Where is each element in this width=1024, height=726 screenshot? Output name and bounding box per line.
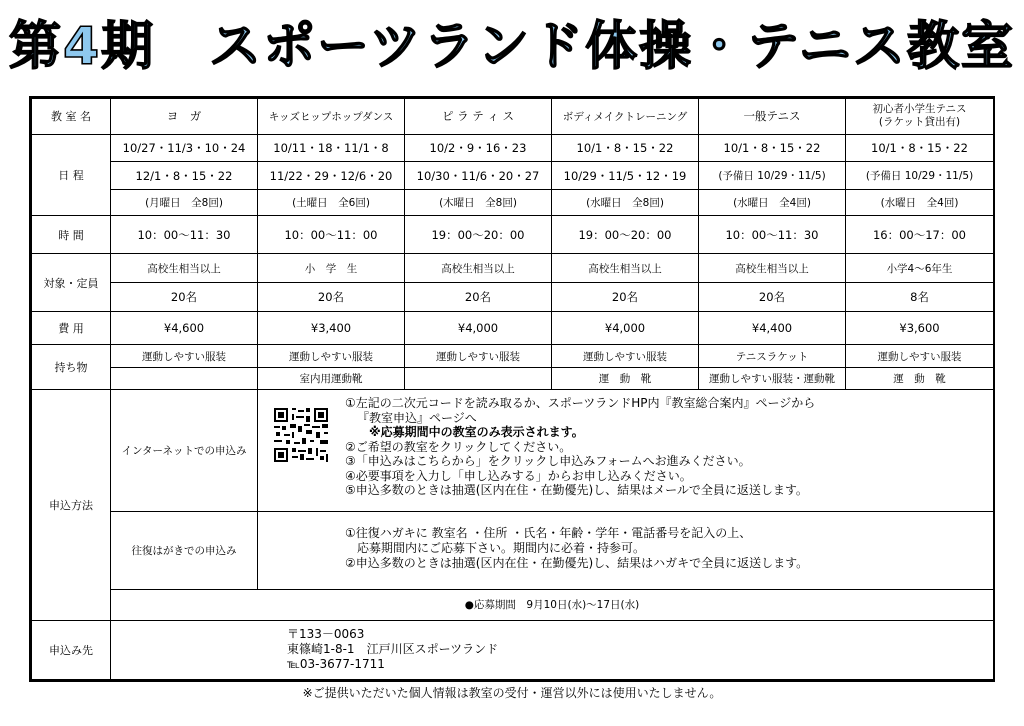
dates1-bodymake: 10/1・8・15・22 bbox=[552, 134, 699, 162]
dates1-hiphop: 10/11・18・11/1・8 bbox=[258, 134, 405, 162]
header-target: 対象・定員 bbox=[32, 254, 111, 311]
target-kids-tennis: 小学4～6年生 bbox=[846, 254, 994, 283]
days-kids-tennis: (水曜日 全4回) bbox=[846, 190, 994, 216]
postcard-step-1: ①往復ハガキに 教室名 ・住所 ・氏名・年齢・学年・電話番号を記入の上、 bbox=[345, 526, 752, 541]
items1-bodymake: 運動しやすい服装 bbox=[552, 345, 699, 368]
postcard-label: 往復はがきでの申込み bbox=[111, 512, 258, 590]
target-hiphop: 小 学 生 bbox=[258, 254, 405, 283]
header-apply-method: 申込方法 bbox=[32, 390, 111, 620]
header-schedule: 日 程 bbox=[32, 134, 111, 215]
dates1-tennis: 10/1・8・15・22 bbox=[699, 134, 846, 162]
dates2-hiphop: 11/22・29・12/6・20 bbox=[258, 162, 405, 190]
items1-tennis: テニスラケット bbox=[699, 345, 846, 368]
fee-bodymake: ¥4,000 bbox=[552, 311, 699, 345]
days-pilates: (木曜日 全8回) bbox=[405, 190, 552, 216]
target-bodymake: 高校生相当以上 bbox=[552, 254, 699, 283]
class-name-tennis: 一般テニス bbox=[699, 99, 846, 135]
internet-note: ※応募期間中の教室のみ表示されます。 bbox=[369, 425, 584, 440]
postal-code: 〒133－0063 bbox=[287, 627, 365, 642]
target-yoga: 高校生相当以上 bbox=[111, 254, 258, 283]
internet-step-2: ②ご希望の教室をクリックしてください。 bbox=[345, 439, 572, 454]
class-name-yoga: ヨ ガ bbox=[111, 99, 258, 135]
dates1-kids-tennis: 10/1・8・15・22 bbox=[846, 134, 994, 162]
internet-step-5: ⑤申込多数のときは抽選(区内在住・在勤優先)し、結果はメールで全員に返送します。 bbox=[345, 483, 808, 498]
header-apply-to: 申込み先 bbox=[32, 620, 111, 679]
dates2-tennis: (予備日 10/29・11/5) bbox=[699, 162, 846, 190]
items1-hiphop: 運動しやすい服装 bbox=[258, 345, 405, 368]
class-name-pilates: ピ ラ テ ィ ス bbox=[405, 99, 552, 135]
items1-kids-tennis: 運動しやすい服装 bbox=[846, 345, 994, 368]
dates1-pilates: 10/2・9・16・23 bbox=[405, 134, 552, 162]
dates2-bodymake: 10/29・11/5・12・19 bbox=[552, 162, 699, 190]
header-time: 時 間 bbox=[32, 215, 111, 254]
time-hiphop: 10：00～11：00 bbox=[258, 215, 405, 254]
capacity-bodymake: 20名 bbox=[552, 283, 699, 312]
capacity-kids-tennis: 8名 bbox=[846, 283, 994, 312]
table-frame bbox=[29, 96, 995, 682]
time-tennis: 10：00～11：30 bbox=[699, 215, 846, 254]
class-name-bodymake: ボディメイクトレーニング bbox=[552, 99, 699, 135]
fee-kids-tennis: ¥3,600 bbox=[846, 311, 994, 345]
dates2-kids-tennis: (予備日 10/29・11/5) bbox=[846, 162, 994, 190]
capacity-pilates: 20名 bbox=[405, 283, 552, 312]
items2-bodymake: 運 動 靴 bbox=[552, 367, 699, 390]
fee-hiphop: ¥3,400 bbox=[258, 311, 405, 345]
days-hiphop: (土曜日 全6回) bbox=[258, 190, 405, 216]
page-title: 第4期 スポーツランド体操・テニス教室 bbox=[8, 17, 1016, 77]
days-bodymake: (水曜日 全8回) bbox=[552, 190, 699, 216]
items2-kids-tennis: 運 動 靴 bbox=[846, 367, 994, 390]
capacity-tennis: 20名 bbox=[699, 283, 846, 312]
header-items: 持ち物 bbox=[32, 345, 111, 390]
postcard-step-1-cont: 応募期間内にご応募下さい。期間内に必着・持参可。 bbox=[357, 541, 646, 556]
time-kids-tennis: 16：00～17：00 bbox=[846, 215, 994, 254]
telephone: ℡03-3677-1711 bbox=[287, 657, 385, 672]
street-address: 東篠崎1-8-1 江戸川区スポーツランド bbox=[287, 642, 499, 657]
items2-hiphop: 室内用運動靴 bbox=[258, 367, 405, 390]
class-name-kids-tennis-line1: 初心者小学生テニス bbox=[872, 103, 967, 116]
time-pilates: 19：00～20：00 bbox=[405, 215, 552, 254]
dates2-yoga: 12/1・8・15・22 bbox=[111, 162, 258, 190]
fee-yoga: ¥4,600 bbox=[111, 311, 258, 345]
items1-pilates: 運動しやすい服装 bbox=[405, 345, 552, 368]
application-period: ●応募期間 9月10日(水)～17日(水) bbox=[111, 589, 994, 620]
fee-tennis: ¥4,400 bbox=[699, 311, 846, 345]
time-bodymake: 19：00～20：00 bbox=[552, 215, 699, 254]
fee-pilates: ¥4,000 bbox=[405, 311, 552, 345]
days-yoga: (月曜日 全8回) bbox=[111, 190, 258, 216]
privacy-footnote: ※ご提供いただいた個人情報は教室の受付・運営以外には使用いたしません。 bbox=[302, 686, 722, 700]
items2-tennis: 運動しやすい服装・運動靴 bbox=[699, 367, 846, 390]
class-name-hiphop: キッズヒップホップダンス bbox=[258, 99, 405, 135]
header-fee: 費 用 bbox=[32, 311, 111, 345]
target-pilates: 高校生相当以上 bbox=[405, 254, 552, 283]
internet-step-3: ③「申込みはこちらから」をクリックし申込みフォームへお進みください。 bbox=[345, 454, 751, 469]
time-yoga: 10：00～11：30 bbox=[111, 215, 258, 254]
items1-yoga: 運動しやすい服装 bbox=[111, 345, 258, 368]
dates1-yoga: 10/27・11/3・10・24 bbox=[111, 134, 258, 162]
internet-step-1-cont: 『教室申込』ページへ bbox=[357, 410, 477, 425]
capacity-yoga: 20名 bbox=[111, 283, 258, 312]
target-tennis: 高校生相当以上 bbox=[699, 254, 846, 283]
postcard-step-2: ②申込多数のときは抽選(区内在住・在勤優先)し、結果はハガキで全員に返送します。 bbox=[345, 556, 809, 571]
internet-label: インターネットでの申込み bbox=[111, 390, 258, 512]
internet-step-1: ①左記の二次元コードを読み取るか、スポーツランドHP内『教室総合案内』ページから bbox=[345, 396, 816, 411]
days-tennis: (水曜日 全4回) bbox=[699, 190, 846, 216]
internet-step-4: ④必要事項を入力し「申し込みする」からお申し込みください。 bbox=[345, 468, 692, 483]
header-classroom: 教 室 名 bbox=[32, 99, 111, 135]
dates2-pilates: 10/30・11/6・20・27 bbox=[405, 162, 552, 190]
capacity-hiphop: 20名 bbox=[258, 283, 405, 312]
class-name-kids-tennis-line2: (ラケット貸出有) bbox=[878, 116, 961, 129]
